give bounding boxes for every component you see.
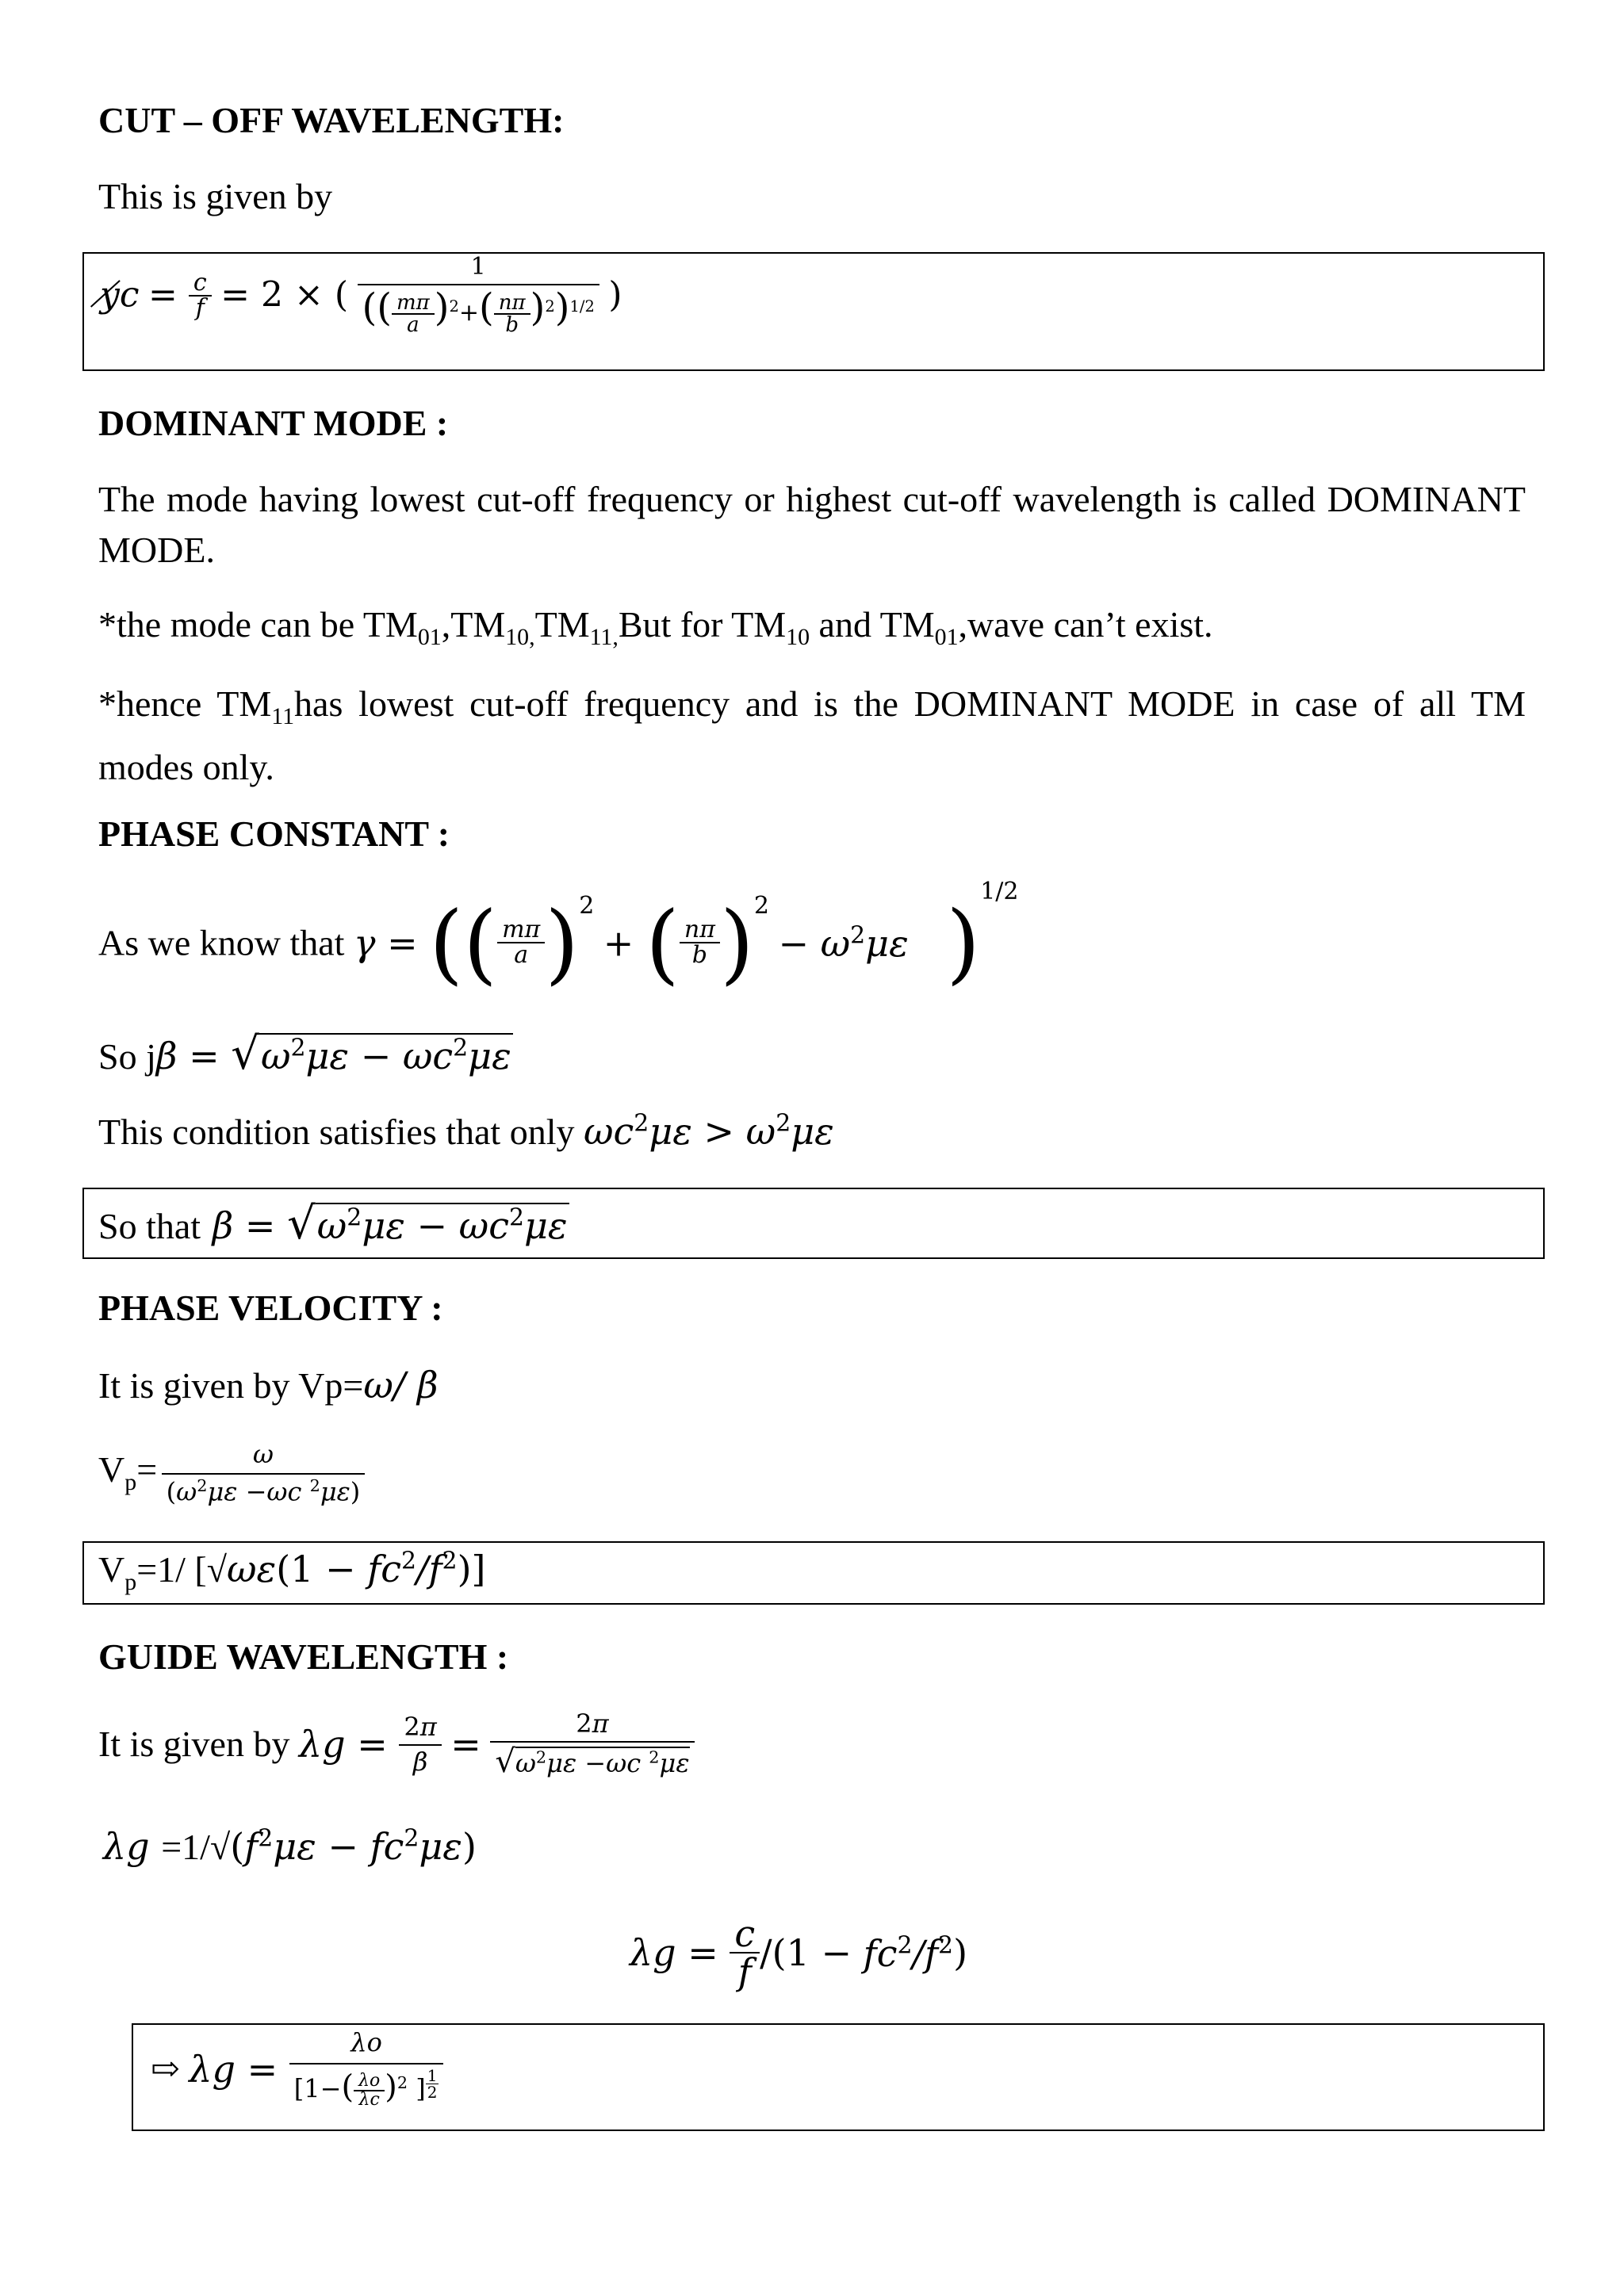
lg-final-formula: ⇨ λg = λo [1−( $\frac{\lambda o}{\lambda c}$ )$^2$ ] $^{\frac{1}{2}}$	[151, 2030, 443, 2109]
so-that-text: So that	[98, 1206, 201, 1246]
gamma-formula: As we know that γ = (( $\frac{m\pi}{a}$ )$^2$ + ( $\frac{n\pi}{b}$ )$^2 - \omega^2\mu\varepsilon$ )$^{1/2}$	[98, 878, 1019, 994]
para2-s4: 10	[786, 624, 810, 651]
para2-s2: 10,	[505, 624, 535, 651]
vp-given-text: It is given by Vp=	[98, 1365, 364, 1406]
para2-s3: 11,	[589, 624, 619, 651]
condition-line: This condition satisfies that only $\omega c^2\mu\varepsilon > \omega^2\mu\varepsilon$	[98, 1109, 834, 1153]
cutoff-intro: This is given by	[98, 176, 333, 216]
dominant-para2	[98, 601, 1213, 653]
dominant-para1: The mode having lowest cut-off frequency or highest cut-off wavelength is called DOMINANT MODE.	[98, 479, 1526, 570]
dominant-heading: DOMINANT MODE :	[98, 403, 449, 443]
para2-c: TM	[534, 604, 590, 645]
para2-f: ,wave can’t exist.	[958, 604, 1213, 645]
vp-label: V	[98, 1448, 125, 1490]
lg-given-formula: It is given by λg = $\frac{2\pi}{\beta}$ = $\frac{2\pi}{√\omega^2\mu\varepsilon -\omega c ^2\mu\varepsilon}$	[98, 1711, 695, 1777]
vp-box-label: V	[98, 1549, 125, 1590]
para2-s5: 01	[934, 624, 959, 651]
para2-e: and TM	[810, 604, 935, 645]
beta-formula: So that $\beta = √\omega^2\mu\varepsilon - \omega c^2\mu\varepsilon$	[98, 1198, 568, 1249]
vp-formula: $V_p=$ $\frac{\omega}{(\omega^2\mu\varepsilon -\omega c ^2\mu\varepsilon)}$	[98, 1441, 365, 1505]
cutoff-heading: CUT – OFF WAVELENGTH:	[98, 100, 565, 140]
lg-line-formula: $\lambda g =1/√(f^2\mu\varepsilon - fc^2\mu\varepsilon)$	[103, 1824, 477, 1868]
para2-b: ,TM	[441, 604, 506, 645]
para3-b: has lowest cut-off frequency and is the DOMINANT MODE in case of all TM modes only.	[98, 683, 1526, 788]
para2-a: *the mode can be TM	[98, 604, 418, 645]
para2-s1: 01	[417, 624, 442, 651]
lg-line-text: =1/√	[161, 1827, 231, 1867]
lg-given-text: It is given by	[98, 1724, 290, 1764]
guide-wavelength-heading: GUIDE WAVELENGTH :	[98, 1636, 509, 1677]
vp-box-sub: p	[124, 1569, 137, 1596]
vp-sub: p	[124, 1468, 137, 1495]
phase-velocity-heading: PHASE VELOCITY :	[98, 1288, 443, 1328]
vp-given: It is given by Vp=ω/ β	[98, 1364, 439, 1406]
know-text: As we know that	[98, 922, 345, 963]
dominant-para3	[98, 679, 1526, 793]
so-text: So j	[98, 1036, 156, 1077]
jbeta-formula: So $j\beta = √\omega^2\mu\varepsilon - \omega c^2\mu\varepsilon$	[98, 1028, 511, 1080]
para3-s: 11	[271, 703, 295, 730]
condition-text: This condition satisfies that only	[98, 1112, 575, 1152]
cutoff-formula: y̸c = $\frac{c}{f}$ = 2 × ( 1 (( $\frac{m\pi}{a}$ )$^2$+( $\frac{n\pi}{b}$ )$^2$)$^{1/2}$ )	[100, 253, 622, 337]
phase-constant-heading: PHASE CONSTANT :	[98, 813, 450, 854]
para3-a: *hence TM	[98, 683, 272, 724]
vp-box-text: =1/ [√	[136, 1549, 227, 1590]
lg-cf-formula: λg = $\frac{c}{f}$ $/(1 - fc^2/f^2)$	[630, 1912, 968, 1993]
implies-arrow-icon: ⇨	[151, 2049, 180, 2090]
vp-box-formula: $V_p=1/$ $[√\omega\varepsilon(1 - fc^2/f^2)]$	[98, 1547, 486, 1596]
para2-d: But for TM	[618, 604, 787, 645]
vp-eq: =	[136, 1448, 158, 1490]
